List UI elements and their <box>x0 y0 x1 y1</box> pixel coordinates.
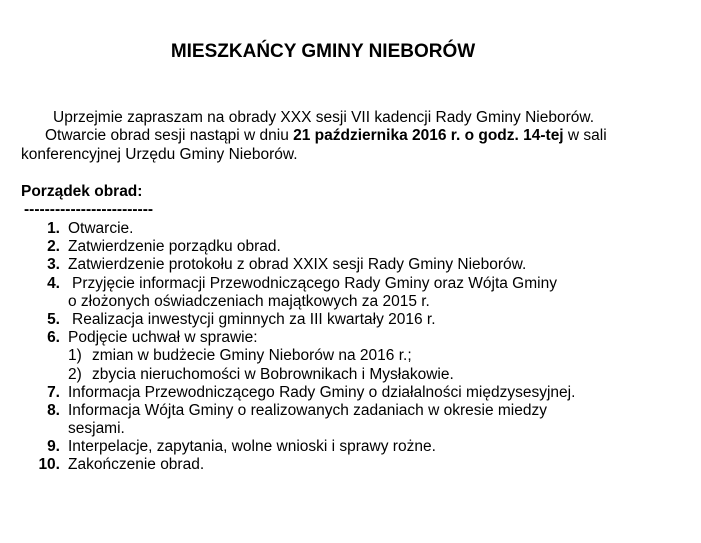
agenda-item <box>0 256 701 274</box>
agenda-item <box>0 311 701 329</box>
session-location-line: konferencyjnej Urzędu Gminy Nieborów. <box>21 146 298 163</box>
agenda-item <box>0 238 701 256</box>
agenda-item-number: 10. <box>38 456 60 474</box>
agenda-item-number: 2. <box>47 238 60 256</box>
agenda-item <box>0 438 701 456</box>
agenda-item-number: 9. <box>47 438 60 456</box>
agenda-subitem-number: 1) <box>68 347 82 365</box>
agenda-item-number: 3. <box>47 256 60 274</box>
agenda-item-continuation <box>0 293 701 311</box>
agenda-subitem-text: zmian w budżecie Gminy Nieborów na 2016 r.; <box>92 347 412 365</box>
agenda-item-text: Otwarcie. <box>68 220 134 237</box>
agenda-heading: Porządek obrad: <box>21 183 143 200</box>
session-date-suffix: w sali <box>563 127 607 144</box>
agenda-item-text: o złożonych oświadczeniach majątkowych za 2015 r. <box>68 292 430 310</box>
agenda-item-text: Przyjęcie informacji Przewodniczącego Rady Gminy oraz Wójta Gminy <box>72 274 557 292</box>
agenda-item <box>0 456 701 474</box>
agenda-item-number: 6. <box>47 329 60 347</box>
agenda-item-continuation <box>0 420 701 438</box>
agenda-item <box>0 275 701 293</box>
agenda-item-number: 5. <box>47 310 60 328</box>
session-date-time: 21 października 2016 r. o godz. 14-tej <box>293 127 564 144</box>
agenda-item <box>0 384 701 402</box>
agenda-item-number: 4. <box>47 274 60 292</box>
agenda-item-text: sesjami. <box>68 420 125 438</box>
agenda-item <box>0 220 701 238</box>
agenda-item-text: Informacja Wójta Gminy o realizowanych zadaniach w okresie miedzy <box>68 401 547 419</box>
agenda-item-text: Zakończenie obrad. <box>68 456 205 474</box>
agenda-item-text: Zatwierdzenie protokołu z obrad XXIX sesji Rady Gminy Nieborów. <box>68 256 527 274</box>
agenda-item-text: Realizacja inwestycji gminnych za III kwartały 2016 r. <box>72 310 436 328</box>
agenda-subitem-number: 2) <box>68 365 82 383</box>
page-title: MIESZKAŃCY GMINY NIEBORÓW <box>170 41 476 62</box>
agenda-list <box>0 220 701 475</box>
agenda-item-text: Podjęcie uchwał w sprawie: <box>68 329 258 347</box>
agenda-item <box>0 329 701 347</box>
session-date-prefix: Otwarcie obrad sesji nastąpi w dniu <box>45 127 294 144</box>
session-date-line <box>21 127 701 145</box>
agenda-item-text: Zatwierdzenie porządku obrad. <box>68 238 281 256</box>
agenda-subitem <box>0 347 701 365</box>
agenda-subitem <box>0 366 701 384</box>
agenda-item <box>0 402 701 420</box>
agenda-separator: ------------------------- <box>24 201 154 218</box>
agenda-item-number: 7. <box>47 383 60 401</box>
agenda-item-text: Interpelacje, zapytania, wolne wnioski i sprawy rożne. <box>68 438 436 456</box>
agenda-item-number: 8. <box>47 401 60 419</box>
agenda-item-text: Informacja Przewodniczącego Rady Gminy o działalności międzysesyjnej. <box>68 383 576 401</box>
invitation-line: Uprzejmie zapraszam na obrady XXX sesji VII kadencji Rady Gminy Nieborów. <box>53 109 595 126</box>
agenda-item-number: 1. <box>47 220 60 237</box>
agenda-subitem-text: zbycia nieruchomości w Bobrownikach i Mysłakowie. <box>92 365 454 383</box>
